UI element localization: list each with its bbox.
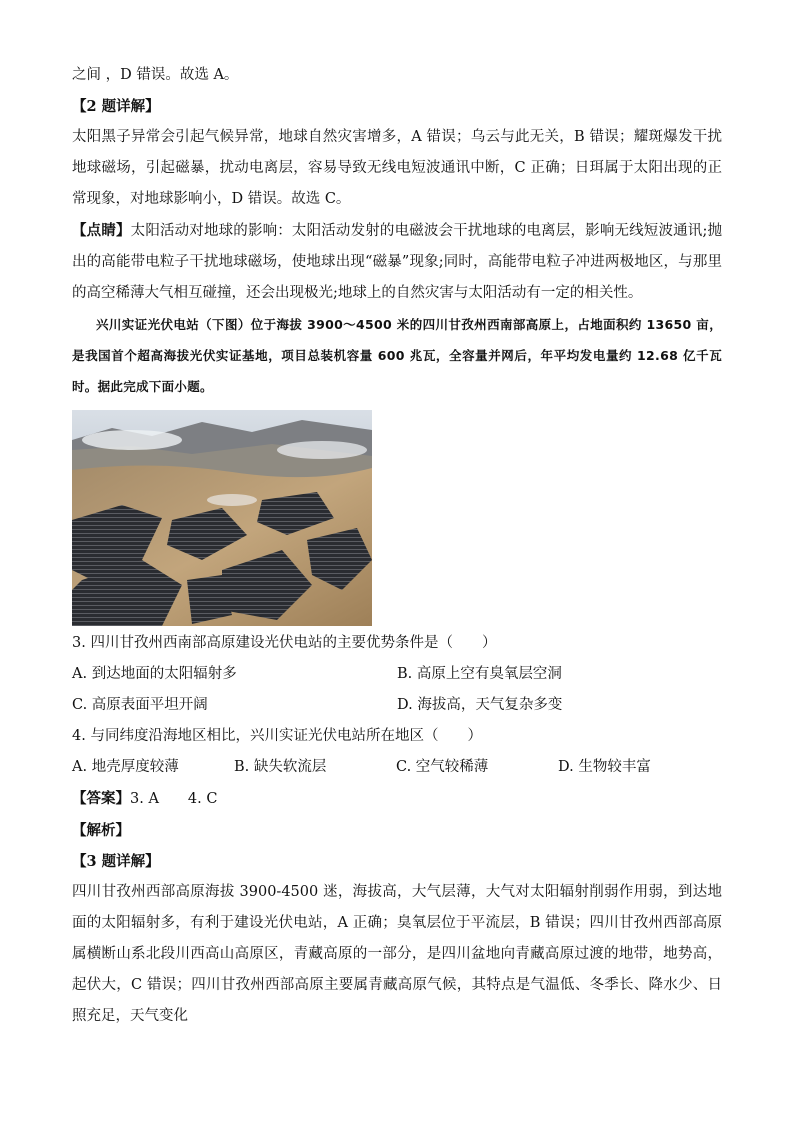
q3-options-row-2 — [72, 690, 722, 721]
q3-options-row-1 — [72, 659, 722, 690]
q3-option-b: B. 高原上空有臭氧层空洞 — [397, 666, 562, 682]
tip-body: 太阳活动对地球的影响：太阳活动发射的电磁波会干扰地球的电离层，影响无线短波通讯;抛出的高能带电粒子干扰地球磁场，使地球出现“磁暴”现象;同时，高能带电粒子冲进两极地区，与那里的高空稀薄大气相互碰撞，还会出现极光;地球上的自然灾害与太阳活动有一定的相关性。 — [72, 223, 723, 301]
q4-option-d: D. 生物较丰富 — [558, 759, 651, 775]
passage-intro: 兴川实证光伏电站（下图）位于海拔 3900～4500 米的四川甘孜州西南部高原上，占地面积约 13650 亩，是我国首个超高海拔光伏实证基地，项目总装机容量 600 兆瓦，全容量并网后，年平均发电量约 12.68 亿千瓦时。据此完成下面小题。 — [72, 317, 722, 394]
q3-detail-header: 【3 题详解】 — [72, 853, 160, 870]
q4-stem: 4. 与同纬度沿海地区相比，兴川实证光伏电站所在地区（ ） — [72, 728, 482, 744]
q3-stem: 3. 四川甘孜州西南部高原建设光伏电站的主要优势条件是（ ） — [72, 635, 497, 651]
q4-option-c: C. 空气较稀薄 — [396, 759, 489, 775]
text-line-top: 之间 ，D 错误。故选 A。 — [72, 67, 239, 83]
answer-body: 3. A 4. C — [130, 791, 218, 807]
analysis-header: 【解析】 — [72, 822, 130, 839]
q4-options-row — [72, 752, 722, 783]
solar-station-photo — [72, 410, 372, 626]
photo-mist — [207, 494, 257, 506]
q4-option-a: A. 地壳厚度较薄 — [72, 759, 179, 775]
q3-option-c: C. 高原表面平坦开阔 — [72, 697, 208, 713]
answer-header: 【答案】 — [72, 790, 130, 807]
tip-paragraph — [72, 215, 722, 309]
photo-cloud-right — [277, 441, 367, 459]
document-page — [72, 60, 722, 1032]
q4-option-b: B. 缺失软流层 — [234, 759, 327, 775]
q2-detail-body: 太阳黑子异常会引起气候异常，地球自然灾害增多，A 错误；乌云与此无关，B 错误；耀斑爆发干扰地球磁场，引起磁暴，扰动电离层，容易导致无线电短波通讯中断，C 正确；日珥属于太阳出现的正常现象，对地球影响小，D 错误。故选 C。 — [72, 129, 722, 207]
q3-detail-body: 四川甘孜州西部高原海拔 3900-4500 迷，海拔高，大气层薄，大气对太阳辐射削弱作用弱，到达地面的太阳辐射多，有利于建设光伏电站，A 正确；臭氧层位于平流层，B 错误；四川甘孜州西部高原属横断山系北段川西高山高原区，青藏高原的一部分，是四川盆地向青藏高原过渡的地带，地势高，起伏大，C 错误；四川甘孜州西部高原主要属青藏高原气候，其特点是气温低、冬季长、降水少、日照充足，天气变化 — [72, 884, 722, 1024]
tip-header: 【点睛】 — [72, 222, 131, 239]
q2-detail-header: 【2 题详解】 — [72, 98, 160, 115]
q3-option-d: D. 海拔高，天气复杂多变 — [397, 697, 563, 713]
answer-line — [72, 783, 722, 815]
q3-option-a: A. 到达地面的太阳辐射多 — [72, 666, 237, 682]
photo-cloud-left — [82, 430, 182, 450]
